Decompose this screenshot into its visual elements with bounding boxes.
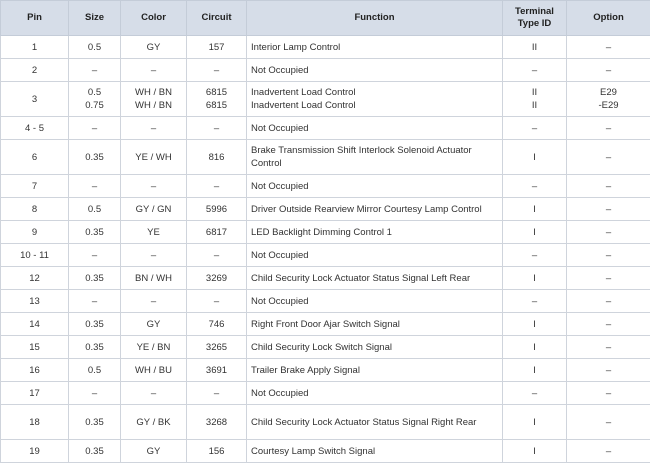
cell-pin: 15 xyxy=(1,336,69,359)
cell-size-line: – xyxy=(73,64,116,77)
cell-size-line: 0.35 xyxy=(73,318,116,331)
cell-circuit xyxy=(187,221,247,244)
cell-terminal-type-id-line: I xyxy=(507,318,562,331)
cell-circuit xyxy=(187,313,247,336)
cell-pin: 3 xyxy=(1,82,69,117)
cell-function xyxy=(247,336,503,359)
cell-pin: 18 xyxy=(1,405,69,440)
cell-size xyxy=(69,336,121,359)
cell-size xyxy=(69,359,121,382)
cell-pin: 17 xyxy=(1,382,69,405)
cell-function-line: Inadvertent Load Control xyxy=(251,86,498,99)
cell-circuit-line: – xyxy=(191,249,242,262)
cell-circuit-line: 157 xyxy=(191,41,242,54)
cell-option xyxy=(567,440,650,463)
header-terminal-line2: Type ID xyxy=(507,18,562,30)
cell-function xyxy=(247,36,503,59)
cell-function xyxy=(247,440,503,463)
header-color: Color xyxy=(121,1,187,36)
table-row xyxy=(1,267,650,290)
cell-option xyxy=(567,59,650,82)
cell-circuit xyxy=(187,198,247,221)
table-row xyxy=(1,198,650,221)
cell-function-line: Courtesy Lamp Switch Signal xyxy=(251,445,498,458)
cell-color xyxy=(121,440,187,463)
cell-color xyxy=(121,359,187,382)
cell-option xyxy=(567,175,650,198)
cell-pin: 2 xyxy=(1,59,69,82)
cell-circuit-line: 3265 xyxy=(191,341,242,354)
cell-option xyxy=(567,290,650,313)
cell-color xyxy=(121,290,187,313)
cell-circuit xyxy=(187,117,247,140)
cell-terminal-type-id-line: II xyxy=(507,99,562,112)
cell-terminal-type-id xyxy=(503,82,567,117)
cell-circuit xyxy=(187,359,247,382)
cell-color-line: – xyxy=(125,180,182,193)
cell-circuit-line: 816 xyxy=(191,151,242,164)
cell-function xyxy=(247,359,503,382)
cell-circuit xyxy=(187,336,247,359)
table-body xyxy=(1,36,650,463)
header-function: Function xyxy=(247,1,503,36)
cell-option xyxy=(567,336,650,359)
cell-circuit xyxy=(187,59,247,82)
cell-size xyxy=(69,382,121,405)
cell-color-line: WH / BN xyxy=(125,99,182,112)
cell-terminal-type-id xyxy=(503,313,567,336)
cell-function-line: Not Occupied xyxy=(251,295,498,308)
cell-color xyxy=(121,405,187,440)
cell-pin: 9 xyxy=(1,221,69,244)
table-row xyxy=(1,59,650,82)
cell-color-line: WH / BU xyxy=(125,364,182,377)
cell-function-line: Interior Lamp Control xyxy=(251,41,498,54)
cell-circuit-line: 6815 xyxy=(191,86,242,99)
cell-size-line: – xyxy=(73,295,116,308)
cell-function-line: Driver Outside Rearview Mirror Courtesy Lamp Control xyxy=(251,203,498,216)
cell-option-line: – xyxy=(571,387,646,400)
cell-function-line: Right Front Door Ajar Switch Signal xyxy=(251,318,498,331)
cell-function xyxy=(247,59,503,82)
cell-size-line: – xyxy=(73,387,116,400)
cell-size xyxy=(69,198,121,221)
cell-size xyxy=(69,82,121,117)
cell-pin: 13 xyxy=(1,290,69,313)
cell-option xyxy=(567,221,650,244)
cell-size-line: – xyxy=(73,180,116,193)
cell-option-line: – xyxy=(571,341,646,354)
cell-function xyxy=(247,140,503,175)
cell-circuit-line: 6817 xyxy=(191,226,242,239)
cell-circuit xyxy=(187,36,247,59)
cell-terminal-type-id xyxy=(503,440,567,463)
cell-circuit xyxy=(187,82,247,117)
cell-option-line: – xyxy=(571,318,646,331)
cell-function-line: Brake Transmission Shift Interlock Solenoid Actuator Control xyxy=(251,144,498,170)
cell-size xyxy=(69,117,121,140)
cell-circuit xyxy=(187,175,247,198)
cell-size-line: 0.5 xyxy=(73,364,116,377)
cell-circuit xyxy=(187,382,247,405)
cell-function-line: Not Occupied xyxy=(251,64,498,77)
cell-size-line: – xyxy=(73,122,116,135)
cell-color xyxy=(121,36,187,59)
cell-terminal-type-id-line: – xyxy=(507,64,562,77)
cell-terminal-type-id-line: I xyxy=(507,416,562,429)
cell-color-line: GY xyxy=(125,41,182,54)
cell-function xyxy=(247,244,503,267)
table-row xyxy=(1,140,650,175)
cell-option xyxy=(567,82,650,117)
cell-function xyxy=(247,290,503,313)
cell-terminal-type-id xyxy=(503,244,567,267)
table-row xyxy=(1,221,650,244)
cell-color-line: – xyxy=(125,295,182,308)
cell-color-line: – xyxy=(125,249,182,262)
cell-option xyxy=(567,359,650,382)
cell-option-line: – xyxy=(571,249,646,262)
cell-size xyxy=(69,405,121,440)
cell-circuit-line: 3269 xyxy=(191,272,242,285)
cell-color xyxy=(121,117,187,140)
cell-color-line: YE / BN xyxy=(125,341,182,354)
cell-option xyxy=(567,140,650,175)
cell-circuit xyxy=(187,440,247,463)
cell-color-line: YE xyxy=(125,226,182,239)
cell-color xyxy=(121,313,187,336)
cell-size xyxy=(69,140,121,175)
cell-size xyxy=(69,175,121,198)
cell-size xyxy=(69,36,121,59)
cell-pin: 19 xyxy=(1,440,69,463)
cell-color-line: WH / BN xyxy=(125,86,182,99)
cell-function-line: Child Security Lock Actuator Status Signal Right Rear xyxy=(251,416,498,429)
cell-option-line: – xyxy=(571,122,646,135)
cell-circuit xyxy=(187,405,247,440)
cell-option-line: -E29 xyxy=(571,99,646,112)
cell-color xyxy=(121,221,187,244)
cell-color xyxy=(121,244,187,267)
cell-circuit-line: 156 xyxy=(191,445,242,458)
cell-option-line: – xyxy=(571,364,646,377)
cell-option-line: – xyxy=(571,445,646,458)
cell-terminal-type-id-line: – xyxy=(507,295,562,308)
cell-option-line: – xyxy=(571,151,646,164)
cell-terminal-type-id xyxy=(503,140,567,175)
header-terminal-line1: Terminal xyxy=(507,6,562,18)
cell-color xyxy=(121,175,187,198)
cell-color-line: GY xyxy=(125,445,182,458)
cell-function-line: Not Occupied xyxy=(251,249,498,262)
cell-terminal-type-id xyxy=(503,336,567,359)
cell-option-line: – xyxy=(571,226,646,239)
cell-size xyxy=(69,221,121,244)
cell-terminal-type-id xyxy=(503,221,567,244)
cell-terminal-type-id-line: I xyxy=(507,364,562,377)
cell-option-line: – xyxy=(571,203,646,216)
cell-option-line: E29 xyxy=(571,86,646,99)
cell-color-line: YE / WH xyxy=(125,151,182,164)
cell-function-line: Not Occupied xyxy=(251,387,498,400)
table-row xyxy=(1,82,650,117)
header-pin: Pin xyxy=(1,1,69,36)
cell-color xyxy=(121,382,187,405)
cell-terminal-type-id-line: I xyxy=(507,151,562,164)
table-row xyxy=(1,175,650,198)
cell-terminal-type-id-line: – xyxy=(507,249,562,262)
cell-terminal-type-id xyxy=(503,290,567,313)
cell-terminal-type-id xyxy=(503,405,567,440)
table-row xyxy=(1,117,650,140)
cell-pin: 16 xyxy=(1,359,69,382)
cell-pin: 1 xyxy=(1,36,69,59)
cell-size-line: – xyxy=(73,249,116,262)
cell-circuit-line: – xyxy=(191,180,242,193)
cell-option-line: – xyxy=(571,295,646,308)
cell-pin: 10 - 11 xyxy=(1,244,69,267)
cell-function xyxy=(247,198,503,221)
cell-terminal-type-id xyxy=(503,59,567,82)
cell-color xyxy=(121,82,187,117)
cell-function-line: Child Security Lock Switch Signal xyxy=(251,341,498,354)
cell-pin: 6 xyxy=(1,140,69,175)
cell-color-line: – xyxy=(125,122,182,135)
cell-function-line: Not Occupied xyxy=(251,122,498,135)
cell-terminal-type-id xyxy=(503,36,567,59)
table-row xyxy=(1,359,650,382)
cell-function xyxy=(247,382,503,405)
cell-color-line: GY xyxy=(125,318,182,331)
cell-option xyxy=(567,382,650,405)
cell-size-line: 0.5 xyxy=(73,86,116,99)
cell-function xyxy=(247,117,503,140)
header-option: Option xyxy=(567,1,650,36)
cell-terminal-type-id-line: I xyxy=(507,272,562,285)
cell-size xyxy=(69,267,121,290)
cell-terminal-type-id xyxy=(503,267,567,290)
cell-terminal-type-id-line: – xyxy=(507,180,562,193)
cell-option xyxy=(567,313,650,336)
cell-color-line: – xyxy=(125,64,182,77)
cell-color xyxy=(121,59,187,82)
cell-circuit xyxy=(187,290,247,313)
cell-size-line: 0.35 xyxy=(73,341,116,354)
table-row xyxy=(1,440,650,463)
cell-function-line: Trailer Brake Apply Signal xyxy=(251,364,498,377)
cell-option xyxy=(567,117,650,140)
cell-size-line: 0.35 xyxy=(73,416,116,429)
cell-circuit-line: 6815 xyxy=(191,99,242,112)
cell-color xyxy=(121,198,187,221)
cell-terminal-type-id xyxy=(503,382,567,405)
cell-terminal-type-id xyxy=(503,198,567,221)
cell-function xyxy=(247,221,503,244)
cell-terminal-type-id-line: – xyxy=(507,122,562,135)
cell-circuit-line: 3691 xyxy=(191,364,242,377)
cell-size-line: 0.35 xyxy=(73,272,116,285)
cell-function xyxy=(247,313,503,336)
cell-size-line: 0.35 xyxy=(73,226,116,239)
cell-circuit xyxy=(187,244,247,267)
cell-pin: 4 - 5 xyxy=(1,117,69,140)
cell-option xyxy=(567,198,650,221)
cell-size-line: 0.35 xyxy=(73,445,116,458)
header-size: Size xyxy=(69,1,121,36)
cell-color-line: GY / BK xyxy=(125,416,182,429)
cell-circuit-line: 746 xyxy=(191,318,242,331)
table-row xyxy=(1,244,650,267)
table-row xyxy=(1,336,650,359)
cell-size xyxy=(69,59,121,82)
cell-circuit-line: 5996 xyxy=(191,203,242,216)
cell-terminal-type-id-line: II xyxy=(507,41,562,54)
cell-circuit-line: – xyxy=(191,122,242,135)
cell-terminal-type-id xyxy=(503,175,567,198)
cell-option-line: – xyxy=(571,272,646,285)
cell-function xyxy=(247,175,503,198)
cell-color-line: – xyxy=(125,387,182,400)
cell-terminal-type-id xyxy=(503,359,567,382)
cell-size-line: 0.75 xyxy=(73,99,116,112)
cell-option xyxy=(567,244,650,267)
cell-function xyxy=(247,405,503,440)
cell-function-line: Child Security Lock Actuator Status Signal Left Rear xyxy=(251,272,498,285)
cell-terminal-type-id xyxy=(503,117,567,140)
cell-circuit xyxy=(187,140,247,175)
cell-color xyxy=(121,267,187,290)
cell-circuit-line: – xyxy=(191,295,242,308)
cell-terminal-type-id-line: – xyxy=(507,387,562,400)
header-circuit: Circuit xyxy=(187,1,247,36)
cell-size xyxy=(69,290,121,313)
header-row xyxy=(1,1,650,36)
cell-terminal-type-id-line: II xyxy=(507,86,562,99)
cell-size xyxy=(69,244,121,267)
cell-pin: 8 xyxy=(1,198,69,221)
cell-color xyxy=(121,336,187,359)
cell-terminal-type-id-line: I xyxy=(507,226,562,239)
cell-option xyxy=(567,267,650,290)
cell-circuit-line: – xyxy=(191,64,242,77)
cell-option xyxy=(567,405,650,440)
cell-circuit-line: – xyxy=(191,387,242,400)
cell-size xyxy=(69,313,121,336)
cell-function-line: Not Occupied xyxy=(251,180,498,193)
cell-option xyxy=(567,36,650,59)
cell-pin: 12 xyxy=(1,267,69,290)
cell-circuit-line: 3268 xyxy=(191,416,242,429)
cell-option-line: – xyxy=(571,41,646,54)
cell-color-line: GY / GN xyxy=(125,203,182,216)
cell-size-line: 0.5 xyxy=(73,203,116,216)
cell-terminal-type-id-line: I xyxy=(507,445,562,458)
cell-color-line: BN / WH xyxy=(125,272,182,285)
table-row xyxy=(1,313,650,336)
table-row xyxy=(1,290,650,313)
cell-size-line: 0.35 xyxy=(73,151,116,164)
cell-function-line: Inadvertent Load Control xyxy=(251,99,498,112)
cell-size xyxy=(69,440,121,463)
cell-terminal-type-id-line: I xyxy=(507,203,562,216)
table-row xyxy=(1,382,650,405)
cell-function xyxy=(247,82,503,117)
table-row xyxy=(1,36,650,59)
cell-terminal-type-id-line: I xyxy=(507,341,562,354)
cell-function-line: LED Backlight Dimming Control 1 xyxy=(251,226,498,239)
cell-pin: 14 xyxy=(1,313,69,336)
cell-option-line: – xyxy=(571,180,646,193)
cell-function xyxy=(247,267,503,290)
cell-pin: 7 xyxy=(1,175,69,198)
cell-option-line: – xyxy=(571,416,646,429)
header-terminal-type-id xyxy=(503,1,567,36)
cell-size-line: 0.5 xyxy=(73,41,116,54)
cell-circuit xyxy=(187,267,247,290)
table-row xyxy=(1,405,650,440)
cell-color xyxy=(121,140,187,175)
cell-option-line: – xyxy=(571,64,646,77)
